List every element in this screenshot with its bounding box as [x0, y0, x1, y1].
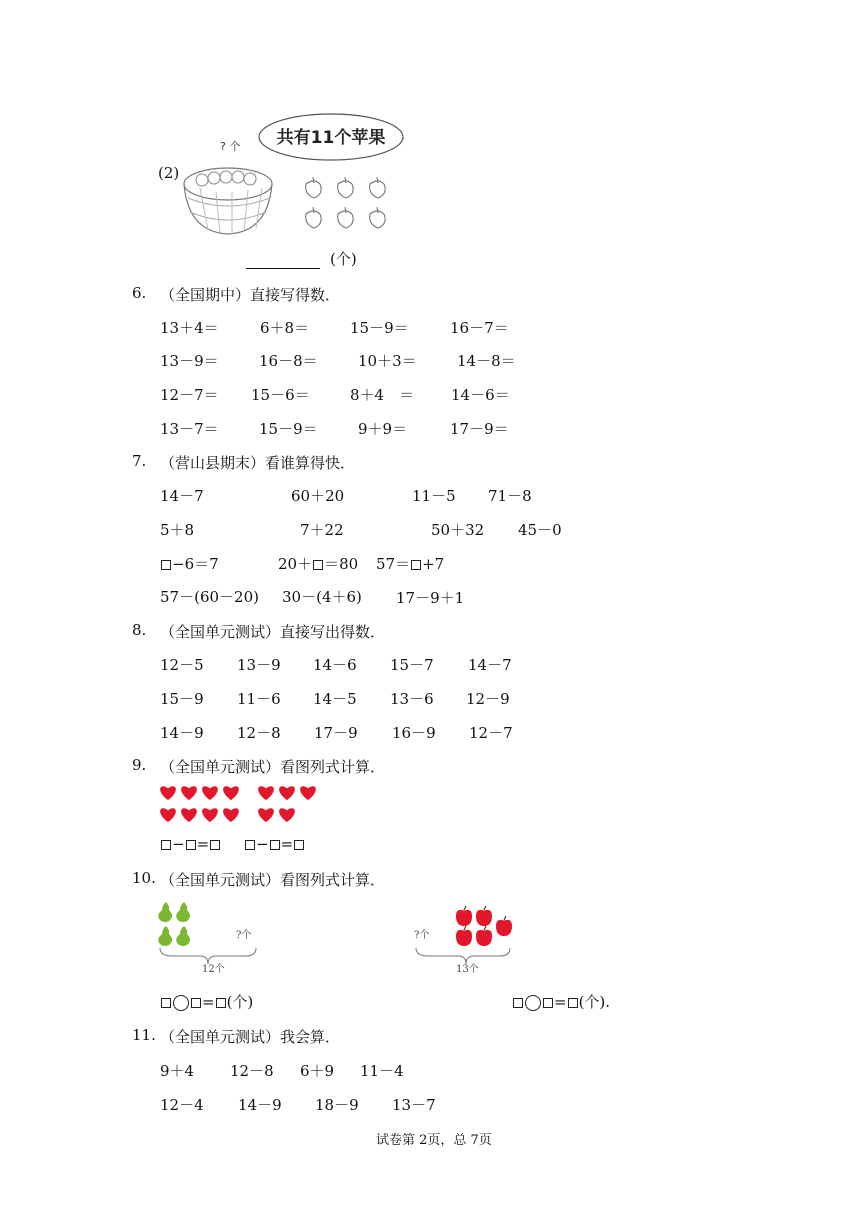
q10-number: 10.: [132, 869, 156, 887]
unknown-label: ?个: [414, 930, 430, 941]
answer-box[interactable]: [161, 840, 171, 850]
apple-stem: [464, 926, 466, 930]
q6-item: 13－7＝: [160, 420, 219, 438]
pear-icon: [158, 926, 172, 946]
operator-circle[interactable]: [173, 995, 189, 1011]
q11-item: 12－4: [160, 1096, 204, 1114]
q7-fill-item: −6＝7: [160, 553, 219, 574]
q7-item: 14－7: [160, 487, 204, 505]
q6-item: 8＋4 ＝: [350, 386, 415, 404]
q7-item: 5＋8: [160, 521, 195, 539]
answer-box[interactable]: [513, 998, 523, 1008]
q7-item: 60＋20: [291, 487, 345, 505]
q7-item: 57－(60－20): [160, 588, 259, 606]
q5-answer-line: [246, 248, 357, 269]
q9-equation-right: − =: [244, 835, 305, 853]
q8-item: 12－7: [469, 724, 513, 742]
q8-item: 15－7: [390, 656, 434, 674]
q6-item: 14－8＝: [457, 352, 516, 370]
apple-stem: [504, 916, 506, 920]
q10-equation-left: = (个): [160, 991, 253, 1012]
page-footer: 试卷第 2页，总 7页: [376, 1133, 492, 1148]
answer-box[interactable]: [313, 560, 323, 570]
answer-box[interactable]: [191, 998, 201, 1008]
q8-item: 17－9: [314, 724, 358, 742]
q6-item: 13＋4＝: [160, 319, 219, 337]
apples-figure: [412, 898, 522, 976]
answer-box[interactable]: [245, 840, 255, 850]
q6-item: 13－9＝: [160, 352, 219, 370]
heart-group-left: [156, 780, 246, 826]
answer-unit: (个): [330, 250, 357, 268]
q7-fill-item: 57＝ +7: [376, 555, 445, 573]
pears-figure: [156, 898, 260, 976]
heart-icon: [160, 786, 176, 800]
pear-icon: [158, 902, 172, 922]
heart-icon: [181, 808, 197, 822]
apple-icon: [476, 930, 492, 946]
q6-item: 14－6＝: [451, 386, 510, 404]
q11-item: 14－9: [238, 1096, 282, 1114]
basket-label: ? 个: [220, 140, 241, 153]
q6-item: 15－9＝: [259, 420, 318, 438]
q8-item: 14－9: [160, 724, 204, 742]
apple-icon: [496, 920, 512, 936]
apple-stem: [464, 906, 466, 910]
heart-icon: [202, 808, 218, 822]
q6-number: 6.: [132, 284, 147, 302]
q7-fill-item: 20＋ ＝80: [278, 555, 359, 573]
apple-stem: [484, 906, 486, 910]
answer-box[interactable]: [216, 998, 226, 1008]
answer-box[interactable]: [161, 560, 171, 570]
heart-group-right: [254, 780, 324, 826]
answer-box[interactable]: [270, 840, 280, 850]
q8-item: 13－6: [390, 690, 434, 708]
q11-item: 12－8: [230, 1062, 274, 1080]
bubble-text: 共有11个苹果: [276, 128, 386, 148]
apple-group: [456, 906, 512, 946]
q10-equation-right: = (个).: [512, 991, 610, 1012]
answer-box[interactable]: [210, 840, 220, 850]
q6-item: 16－7＝: [450, 319, 509, 337]
q7-title: （营山县期末）看谁算得快．: [160, 454, 356, 472]
heart-icon: [300, 786, 316, 800]
heart-icon: [279, 808, 295, 822]
q8-item: 15－9: [160, 690, 204, 708]
q8-item: 14－7: [468, 656, 512, 674]
q8-item: 11－6: [237, 690, 281, 708]
outline-apples: [300, 174, 394, 234]
q6-item: 12－7＝: [160, 386, 219, 404]
operator-circle[interactable]: [525, 995, 541, 1011]
answer-box[interactable]: [568, 998, 578, 1008]
q8-item: 14－6: [313, 656, 357, 674]
q9-equation-left: − =: [160, 835, 221, 853]
q6-title: （全国期中）直接写得数．: [160, 286, 341, 304]
q11-item: 18－9: [315, 1096, 359, 1114]
q6-item: 10＋3＝: [358, 352, 417, 370]
q9-title: （全国单元测试）看图列式计算．: [160, 758, 386, 776]
answer-box[interactable]: [186, 840, 196, 850]
q6-item: 16－8＝: [259, 352, 318, 370]
speech-bubble: [256, 112, 406, 162]
q6-item: 15－6＝: [251, 386, 310, 404]
q6-item: 9＋9＝: [358, 420, 408, 438]
q6-item: 17－9＝: [450, 420, 509, 438]
q9-number: 9.: [132, 756, 147, 774]
heart-icon: [202, 786, 218, 800]
q7-item: 11－5: [412, 487, 456, 505]
q7-item: 17－9＋1: [396, 589, 465, 607]
q7-item: 50＋32: [431, 521, 485, 539]
heart-icon: [258, 786, 274, 800]
q6-item: 6＋8＝: [260, 319, 310, 337]
q7-item: 45－0: [518, 521, 562, 539]
pear-icon: [176, 926, 190, 946]
answer-box[interactable]: [411, 560, 421, 570]
answer-blank[interactable]: [246, 254, 320, 269]
total-label: 12个: [202, 964, 225, 975]
q8-item: 16－9: [392, 724, 436, 742]
heart-icon: [279, 786, 295, 800]
pear-icon: [176, 902, 190, 922]
q7-number: 7.: [132, 452, 147, 470]
heart-icon: [223, 808, 239, 822]
q11-item: 6＋9: [300, 1062, 335, 1080]
q10-title: （全国单元测试）看图列式计算．: [160, 871, 386, 889]
q8-item: 13－9: [237, 656, 281, 674]
apple-icon: [476, 910, 492, 926]
q7-item: 7＋22: [300, 521, 344, 539]
heart-icon: [181, 786, 197, 800]
answer-box[interactable]: [161, 998, 171, 1008]
heart-icon: [223, 786, 239, 800]
q11-item: 9＋4: [160, 1062, 195, 1080]
unknown-label: ?个: [236, 930, 252, 941]
pear-group: [158, 902, 190, 946]
q8-item: 12－9: [466, 690, 510, 708]
q7-item: 71－8: [488, 487, 532, 505]
q7-item: 30－(4＋6): [282, 588, 362, 606]
heart-icon: [258, 808, 274, 822]
apple-stem: [484, 926, 486, 930]
q8-item: 12－5: [160, 656, 204, 674]
q11-title: （全国单元测试）我会算．: [160, 1028, 341, 1046]
q11-item: 13－7: [392, 1096, 436, 1114]
q8-title: （全国单元测试）直接写出得数．: [160, 623, 386, 641]
q8-number: 8.: [132, 621, 147, 639]
q11-number: 11.: [132, 1026, 156, 1044]
q5-part-label: (2): [158, 164, 180, 182]
answer-box[interactable]: [294, 840, 304, 850]
apple-icon: [456, 930, 472, 946]
apple-icon: [456, 910, 472, 926]
total-label: 13个: [456, 964, 479, 975]
q8-item: 14－5: [313, 690, 357, 708]
q8-item: 12－8: [237, 724, 281, 742]
q11-item: 11－4: [360, 1062, 404, 1080]
q6-item: 15－9＝: [350, 319, 409, 337]
answer-box[interactable]: [543, 998, 553, 1008]
heart-icon: [160, 808, 176, 822]
